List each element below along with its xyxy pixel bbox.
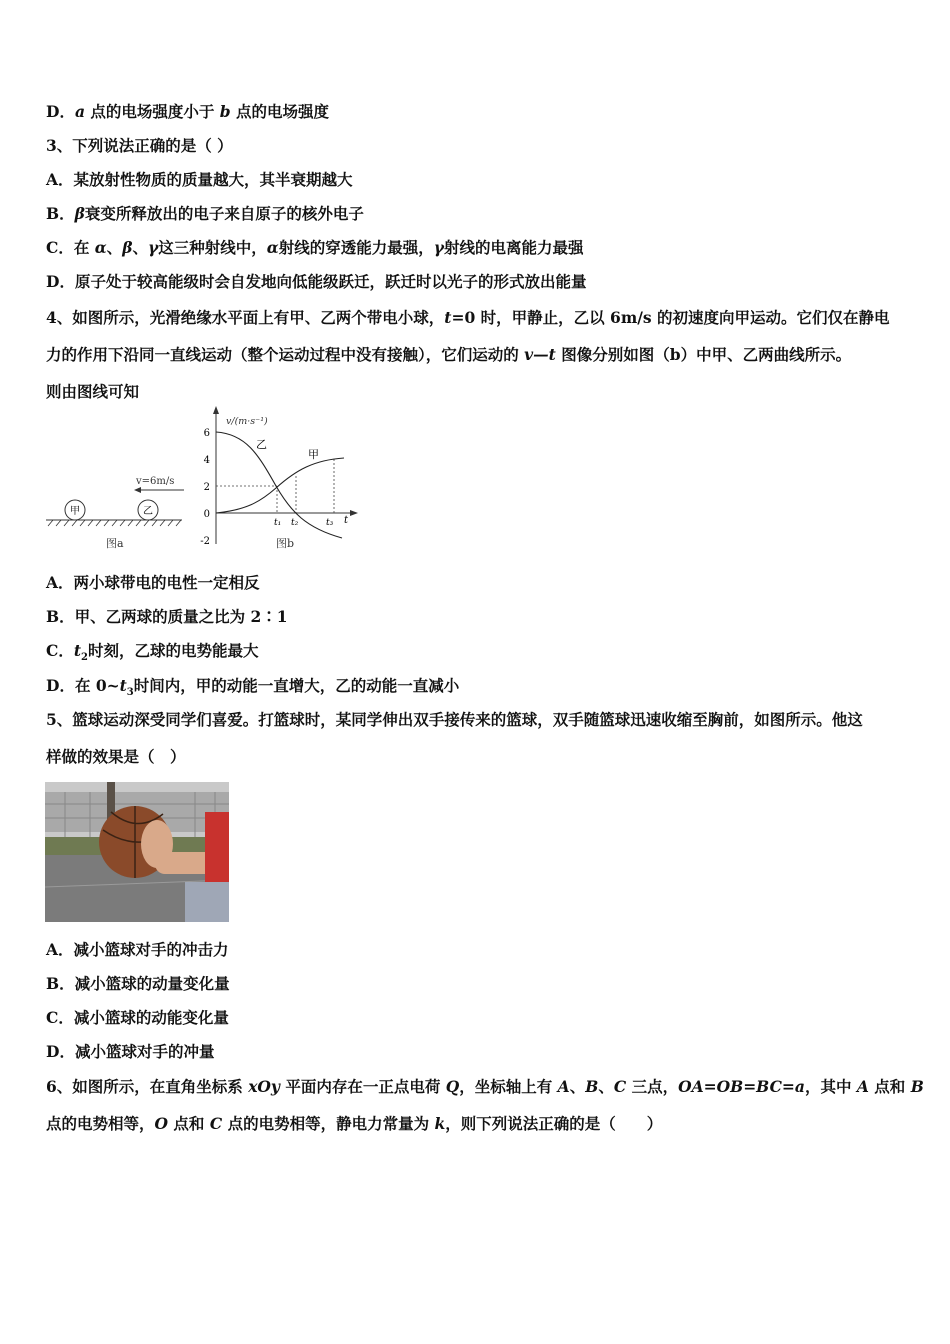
curve-jia [216,458,344,513]
q4-stem-line1: 4、如图所示，光滑绝缘水平面上有甲、乙两个带电小球，t=0 时，甲静止，乙以 6m/s 的初速度向甲运动。它们仅在静电 [46,308,890,327]
q4-stem-line2: 力的作用下沿同一直线运动（整个运动过程中没有接触），它们运动的 v—t 图像分别如图（b）中甲、乙两曲线所示。 [46,345,852,364]
t1-label: t₁ [274,518,282,528]
figure-a-caption: 图a [106,537,124,550]
curve-yi-label: 乙 [256,438,267,451]
ball-jia-label: 甲 [70,506,80,517]
q3-option-a: A．某放射性物质的质量越大，其半衰期越大 [46,170,353,189]
t-axis-label: t [344,515,349,526]
q5-option-a: A．减小篮球对手的冲击力 [46,940,229,959]
curve-jia-label: 甲 [308,448,319,461]
q4-stem-line3: 则由图线可知 [46,382,140,401]
q5-stem-line1: 5、篮球运动深受同学们喜爱。打篮球时，某同学伸出双手接传来的篮球，双手随篮球迅速收缩至胸前，如图所示。他这 [46,710,863,729]
q5-stem-line2: 样做的效果是（ ） [46,747,186,766]
y-tick-2: 2 [203,482,210,493]
q2-option-d: D．a 点的电场强度小于 b 点的电场强度 [46,102,330,121]
ground-surface [46,520,182,526]
t2-label: t₂ [291,518,299,528]
ball-yi-label: 乙 [143,506,153,517]
velocity-label: v=6m/s [136,476,175,487]
y-tick-neg2: -2 [200,536,210,547]
figure-b-caption: 图b [276,537,295,550]
arrow-left-icon [134,487,184,493]
figure-a [44,408,204,558]
q6-stem-line1: 6、如图所示，在直角坐标系 xOy 平面内存在一正点电荷 Q，坐标轴上有 A、B、C 三点，OA=OB=BC=a，其中 A 点和 B [46,1077,924,1096]
q5-option-d: D．减小篮球对手的冲量 [46,1042,215,1061]
q4-option-c: C．$t_2$时刻，乙球的电势能最大 [46,641,259,664]
y-tick-4: 4 [203,455,210,466]
figure-b [196,404,366,554]
q4-option-b: B．甲、乙两球的质量之比为 2∶1 [46,607,288,626]
x-axis-arrow-icon [350,510,358,516]
q5-option-b: B．减小篮球的动量变化量 [46,974,230,993]
q3-option-d: D．原子处于较高能级时会自发地向低能级跃迁，跃迁时以光子的形式放出能量 [46,272,587,291]
q3-option-c: C．在 α、β、γ这三种射线中，α射线的穿透能力最强，γ射线的电离能力最强 [46,238,584,257]
q3-stem: 3、下列说法正确的是（ ） [46,136,233,155]
t3-label: t₃ [326,518,334,528]
basketball-photo [45,782,229,922]
q3-option-b: B．β衰变所释放出的电子来自原子的核外电子 [46,204,364,223]
basketball-photo-drawing [45,782,229,922]
q4-option-a: A．两小球带电的电性一定相反 [46,573,260,592]
q6-stem-line2: 点的电势相等，O 点和 C 点的电势相等，静电力常量为 k，则下列说法正确的是（ ） [46,1114,663,1133]
y-axis-arrow-icon [213,406,219,414]
q5-option-c: C．减小篮球的动能变化量 [46,1008,229,1027]
y-axis-label: v/(m·s⁻¹) [226,416,268,427]
y-tick-0: 0 [203,509,210,520]
q4-option-d: D．在 $0\sim t_3$时间内，甲的动能一直增大，乙的动能一直减小 [46,676,460,699]
y-tick-6: 6 [203,428,210,439]
